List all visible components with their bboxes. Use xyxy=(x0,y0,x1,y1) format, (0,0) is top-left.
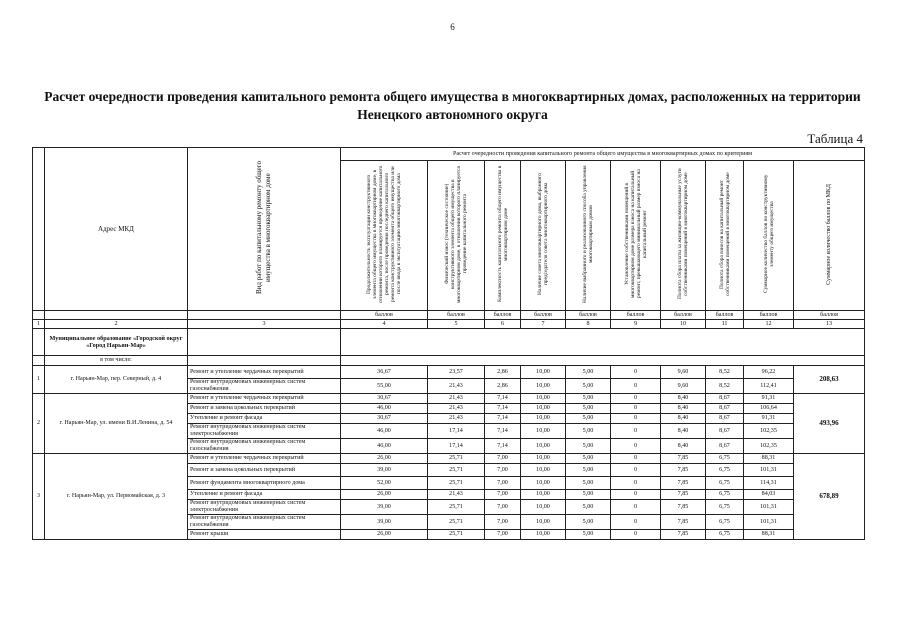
score-cell: 10,00 xyxy=(521,404,566,414)
col-header-c7 xyxy=(521,161,566,311)
score-cell: 17,14 xyxy=(428,439,485,454)
score-cell: 8,67 xyxy=(706,424,744,439)
score-cell: 8,52 xyxy=(706,379,744,394)
score-cell: 7,14 xyxy=(485,394,521,404)
score-cell: 7,85 xyxy=(661,477,706,490)
score-cell: 5,00 xyxy=(566,500,611,515)
score-cell: 7,00 xyxy=(485,490,521,500)
score-cell: 8,52 xyxy=(706,366,744,379)
score-cell: 5,00 xyxy=(566,530,611,540)
column-index: 7 xyxy=(521,320,566,329)
house-number: 3 xyxy=(33,454,45,540)
score-cell: 102,35 xyxy=(744,424,794,439)
work-type: Утепление и ремонт фасада xyxy=(188,490,341,500)
score-cell: 5,00 xyxy=(566,379,611,394)
score-cell: 7,14 xyxy=(485,424,521,439)
work-type: Ремонт и замена цокольных перекрытий xyxy=(188,464,341,477)
score-cell: 2,86 xyxy=(485,379,521,394)
score-cell: 7,85 xyxy=(661,454,706,464)
house-address: г. Нарьян-Мар, ул. имени В.И.Ленина, д. 54 xyxy=(45,394,188,454)
score-cell: 46,00 xyxy=(341,439,428,454)
units-label: баллов xyxy=(521,311,566,320)
score-cell: 10,00 xyxy=(521,530,566,540)
priority-table xyxy=(32,147,865,540)
col-header-c8 xyxy=(566,161,611,311)
score-cell: 10,00 xyxy=(521,500,566,515)
score-cell: 21,43 xyxy=(428,394,485,404)
table-label: Таблица 4 xyxy=(807,131,863,146)
score-cell: 0 xyxy=(611,454,661,464)
score-cell: 6,75 xyxy=(706,515,744,530)
score-cell: 21,43 xyxy=(428,414,485,424)
units-label: баллов xyxy=(794,311,865,320)
score-cell: 7,85 xyxy=(661,500,706,515)
units-label: баллов xyxy=(744,311,794,320)
score-cell: 55,00 xyxy=(341,379,428,394)
col-header-c4-text: Продолжительность эксплуатации конструктивного элемента общего имущества в многоквартирном доме, в отношении которого планируется проведение капитального ремонта, после проведения последнего капитального ремонта конструктивного элемента общего имущества или после ввода в эксплуатацию многоквартирного дома xyxy=(366,165,402,303)
work-type: Ремонт крыши xyxy=(188,530,341,540)
score-cell: 0 xyxy=(611,404,661,414)
col-header-c6 xyxy=(485,161,521,311)
work-type: Ремонт внутридомовых инженерных систем электроснабжения xyxy=(188,500,341,515)
col-header-c13-text: Суммарное количество баллов по МКД xyxy=(826,183,833,285)
score-cell: 7,00 xyxy=(485,530,521,540)
score-cell: 6,75 xyxy=(706,490,744,500)
title-line-1: Расчет очередности проведения капитального ремонта общего имущества в многоквартирных домах, расположенных на территории xyxy=(44,89,861,104)
work-type: Ремонт фундамента многоквартирного дома xyxy=(188,477,341,490)
score-cell: 7,00 xyxy=(485,454,521,464)
col-header-c11-text: Полнота сбора взносов на капитальный ремонт собственниками помещений в многоквартирном доме xyxy=(718,172,731,296)
score-cell: 10,00 xyxy=(521,379,566,394)
units-label: баллов xyxy=(341,311,428,320)
score-cell: 106,64 xyxy=(744,404,794,414)
table-row xyxy=(33,454,865,464)
score-cell: 7,85 xyxy=(661,490,706,500)
work-type: Ремонт внутридомовых инженерных систем газоснабжения xyxy=(188,379,341,394)
score-cell: 0 xyxy=(611,439,661,454)
score-cell: 7,14 xyxy=(485,439,521,454)
column-index: 11 xyxy=(706,320,744,329)
score-cell: 7,85 xyxy=(661,464,706,477)
including-values-cell xyxy=(341,356,865,366)
score-cell: 0 xyxy=(611,379,661,394)
column-index: 13 xyxy=(794,320,865,329)
score-cell: 21,43 xyxy=(428,379,485,394)
score-cell: 6,75 xyxy=(706,464,744,477)
score-cell: 9,60 xyxy=(661,366,706,379)
column-index: 12 xyxy=(744,320,794,329)
work-type: Утепление и ремонт фасада xyxy=(188,414,341,424)
units-cell xyxy=(188,311,341,320)
house-total: 493,96 xyxy=(794,394,865,454)
column-index: 2 xyxy=(45,320,188,329)
col-header-c12 xyxy=(744,161,794,311)
title-line-2: Ненецкого автономного округа xyxy=(357,107,548,122)
score-cell: 25,71 xyxy=(428,477,485,490)
score-cell: 0 xyxy=(611,424,661,439)
score-cell: 9,60 xyxy=(661,379,706,394)
score-cell: 8,40 xyxy=(661,394,706,404)
municipality-values-cell xyxy=(341,329,865,356)
units-label: баллов xyxy=(706,311,744,320)
column-index: 5 xyxy=(428,320,485,329)
score-cell: 25,71 xyxy=(428,454,485,464)
col-header-c11 xyxy=(706,161,744,311)
units-label: баллов xyxy=(428,311,485,320)
score-cell: 7,00 xyxy=(485,515,521,530)
units-cell xyxy=(45,311,188,320)
work-type: Ремонт внутридомовых инженерных систем электроснабжения xyxy=(188,424,341,439)
score-cell: 39,00 xyxy=(341,515,428,530)
score-cell: 10,00 xyxy=(521,414,566,424)
page-number: 6 xyxy=(450,22,455,32)
score-cell: 0 xyxy=(611,530,661,540)
score-cell: 52,00 xyxy=(341,477,428,490)
table-row xyxy=(33,366,865,379)
score-cell: 6,75 xyxy=(706,500,744,515)
score-cell: 101,31 xyxy=(744,500,794,515)
score-cell: 7,14 xyxy=(485,404,521,414)
score-cell: 46,00 xyxy=(341,424,428,439)
house-total: 678,89 xyxy=(794,454,865,540)
score-cell: 5,00 xyxy=(566,477,611,490)
score-cell: 5,00 xyxy=(566,490,611,500)
house-number: 1 xyxy=(33,366,45,394)
score-cell: 10,00 xyxy=(521,515,566,530)
col-header-c10 xyxy=(661,161,706,311)
col-header-c13 xyxy=(794,161,865,311)
column-index: 9 xyxy=(611,320,661,329)
score-cell: 26,00 xyxy=(341,490,428,500)
municipality-name: Муниципальное образование «Городской округ «Город Нарьян-Мар» xyxy=(45,329,188,356)
score-cell: 88,31 xyxy=(744,530,794,540)
score-cell: 5,00 xyxy=(566,414,611,424)
score-cell: 26,00 xyxy=(341,530,428,540)
col-header-c4 xyxy=(341,161,428,311)
score-cell: 8,40 xyxy=(661,424,706,439)
score-cell: 39,00 xyxy=(341,500,428,515)
work-type: Ремонт внутридомовых инженерных систем газоснабжения xyxy=(188,439,341,454)
house-number: 2 xyxy=(33,394,45,454)
score-cell: 10,00 xyxy=(521,439,566,454)
score-cell: 30,67 xyxy=(341,414,428,424)
units-label: баллов xyxy=(485,311,521,320)
col-header-c9-text: Установление собственниками помещений в многоквартирном доме размера взноса на капитальный ремонт, превышающего минимальный размер взноса на капитальный ремонт xyxy=(623,169,648,299)
score-cell: 17,14 xyxy=(428,424,485,439)
units-cell xyxy=(33,311,45,320)
score-cell: 10,00 xyxy=(521,490,566,500)
score-cell: 46,00 xyxy=(341,404,428,414)
col-header-c6-text: Комплексность капитального ремонта общего имущества в многоквартирном доме xyxy=(496,165,509,303)
score-cell: 26,00 xyxy=(341,454,428,464)
col-header-c9 xyxy=(611,161,661,311)
score-cell: 8,67 xyxy=(706,439,744,454)
score-cell: 7,85 xyxy=(661,530,706,540)
score-cell: 0 xyxy=(611,515,661,530)
score-cell: 10,00 xyxy=(521,477,566,490)
units-label: баллов xyxy=(661,311,706,320)
col-header-number xyxy=(33,148,45,311)
score-cell: 0 xyxy=(611,414,661,424)
including-label: в том числе: xyxy=(45,356,188,366)
score-cell: 23,57 xyxy=(428,366,485,379)
score-cell: 88,31 xyxy=(744,454,794,464)
score-cell: 30,67 xyxy=(341,394,428,404)
score-cell: 8,40 xyxy=(661,404,706,414)
score-cell: 10,00 xyxy=(521,424,566,439)
including-works-cell xyxy=(188,356,341,366)
including-number-cell xyxy=(33,356,45,366)
score-cell: 5,00 xyxy=(566,515,611,530)
work-type: Ремонт и утепление чердачных перекрытий xyxy=(188,454,341,464)
score-cell: 36,67 xyxy=(341,366,428,379)
score-cell: 0 xyxy=(611,366,661,379)
score-cell: 0 xyxy=(611,394,661,404)
column-index: 1 xyxy=(33,320,45,329)
score-cell: 91,31 xyxy=(744,394,794,404)
units-label: баллов xyxy=(566,311,611,320)
house-address: г. Нарьян-Мар, ул. Первомайская, д. 3 xyxy=(45,454,188,540)
score-cell: 84,03 xyxy=(744,490,794,500)
score-cell: 10,00 xyxy=(521,454,566,464)
score-cell: 21,43 xyxy=(428,404,485,414)
score-cell: 5,00 xyxy=(566,464,611,477)
score-cell: 39,00 xyxy=(341,464,428,477)
work-type: Ремонт и утепление чердачных перекрытий xyxy=(188,394,341,404)
score-cell: 25,71 xyxy=(428,515,485,530)
score-cell: 5,00 xyxy=(566,439,611,454)
work-type: Ремонт внутридомовых инженерных систем газоснабжения xyxy=(188,515,341,530)
col-header-c12-text: Суммарное количество баллов по конструктивному элементу общего имущества xyxy=(762,174,775,294)
score-cell: 25,71 xyxy=(428,464,485,477)
score-cell: 91,31 xyxy=(744,414,794,424)
score-cell: 6,75 xyxy=(706,477,744,490)
col-header-c8-text: Наличие выбранного и реализованного способа управления многоквартирным домом xyxy=(582,165,594,303)
score-cell: 8,67 xyxy=(706,394,744,404)
score-cell: 8,40 xyxy=(661,439,706,454)
col-header-address: Адрес МКД xyxy=(45,148,188,311)
score-cell: 25,71 xyxy=(428,500,485,515)
house-total: 208,63 xyxy=(794,366,865,394)
work-type: Ремонт и замена цокольных перекрытий xyxy=(188,404,341,414)
municipality-works-cell xyxy=(188,329,341,356)
col-header-works-text: Вид работ по капитальному ремонту общего имущества в многоквартирном доме xyxy=(255,161,272,294)
score-cell: 114,31 xyxy=(744,477,794,490)
score-cell: 10,00 xyxy=(521,366,566,379)
units-label: баллов xyxy=(611,311,661,320)
score-cell: 5,00 xyxy=(566,366,611,379)
document-title xyxy=(20,88,885,124)
col-header-criteria-group: Расчет очередности проведения капитального ремонта общего имущества в многоквартирных домах по критериям xyxy=(341,148,865,161)
score-cell: 2,86 xyxy=(485,366,521,379)
col-header-c5 xyxy=(428,161,485,311)
score-cell: 0 xyxy=(611,477,661,490)
score-cell: 0 xyxy=(611,464,661,477)
municipality-number-cell xyxy=(33,329,45,356)
score-cell: 6,75 xyxy=(706,530,744,540)
score-cell: 8,40 xyxy=(661,414,706,424)
column-index: 8 xyxy=(566,320,611,329)
score-cell: 8,67 xyxy=(706,404,744,414)
score-cell: 96,22 xyxy=(744,366,794,379)
score-cell: 5,00 xyxy=(566,394,611,404)
score-cell: 7,00 xyxy=(485,477,521,490)
score-cell: 8,67 xyxy=(706,414,744,424)
score-cell: 7,85 xyxy=(661,515,706,530)
column-index: 6 xyxy=(485,320,521,329)
score-cell: 0 xyxy=(611,490,661,500)
column-index: 3 xyxy=(188,320,341,329)
score-cell: 25,71 xyxy=(428,530,485,540)
house-address: г. Нарьян-Мар, пер. Северный, д. 4 xyxy=(45,366,188,394)
score-cell: 10,00 xyxy=(521,464,566,477)
score-cell: 5,00 xyxy=(566,404,611,414)
column-index: 10 xyxy=(661,320,706,329)
column-index: 4 xyxy=(341,320,428,329)
score-cell: 7,14 xyxy=(485,414,521,424)
table-row xyxy=(33,394,865,404)
score-cell: 102,35 xyxy=(744,439,794,454)
score-cell: 7,00 xyxy=(485,464,521,477)
score-cell: 0 xyxy=(611,500,661,515)
score-cell: 10,00 xyxy=(521,394,566,404)
col-header-works xyxy=(188,148,341,311)
col-header-c5-text: Физический износ (техническое состояние) конструктивного элемента общего имущества в многоквартирном доме, в отношении которого планируется проведение капитального ремонта xyxy=(444,165,468,303)
score-cell: 112,41 xyxy=(744,379,794,394)
score-cell: 7,00 xyxy=(485,500,521,515)
work-type: Ремонт и утепление чердачных перекрытий xyxy=(188,366,341,379)
score-cell: 101,31 xyxy=(744,515,794,530)
score-cell: 5,00 xyxy=(566,424,611,439)
score-cell: 6,75 xyxy=(706,454,744,464)
score-cell: 21,43 xyxy=(428,490,485,500)
col-header-c7-text: Наличие совета многоквартирного дома, выбранного председателя совета многоквартирного дома xyxy=(537,173,549,295)
score-cell: 101,31 xyxy=(744,464,794,477)
col-header-c10-text: Полнота сбора платы за жилищно-коммунальные услуги собственниками помещений в многоквартирном доме xyxy=(677,168,689,300)
score-cell: 5,00 xyxy=(566,454,611,464)
